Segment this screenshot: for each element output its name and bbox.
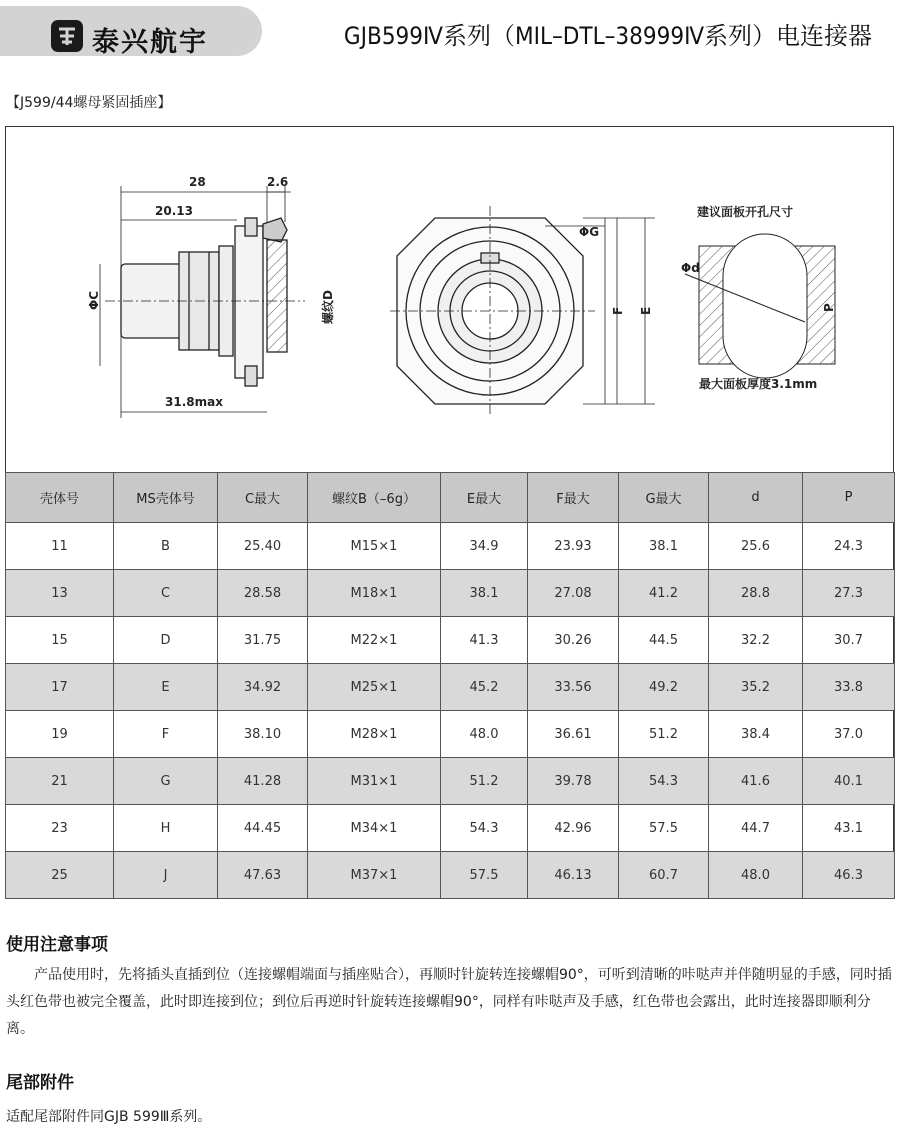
table-cell: 41.28 (218, 758, 308, 805)
table-cell: B (114, 523, 218, 570)
table-cell: G (114, 758, 218, 805)
table-cell: E (114, 664, 218, 711)
table-cell: M18×1 (308, 570, 441, 617)
accessory-text: 适配尾部附件同GJB 599Ⅲ系列。 (6, 1109, 212, 1125)
dim-20-13: 20.13 (155, 204, 193, 218)
table-cell: 48.0 (709, 852, 803, 899)
table-cell: 47.63 (218, 852, 308, 899)
label-d: Φd (681, 261, 700, 275)
table-cell: 34.9 (441, 523, 528, 570)
table-cell: 44.45 (218, 805, 308, 852)
table-cell: M31×1 (308, 758, 441, 805)
table-cell: 44.5 (619, 617, 709, 664)
table-cell: 30.7 (803, 617, 895, 664)
table-cell: 23 (6, 805, 114, 852)
table-cell: 31.75 (218, 617, 308, 664)
table-cell: 13 (6, 570, 114, 617)
table-cell: 33.8 (803, 664, 895, 711)
table-cell: D (114, 617, 218, 664)
table-cell: 27.08 (528, 570, 619, 617)
dim-2-6: 2.6 (267, 175, 289, 189)
table-cell: 60.7 (619, 852, 709, 899)
table-header-row (6, 473, 895, 523)
table-cell: 32.2 (709, 617, 803, 664)
label-p: P (822, 303, 836, 312)
table-cell: 40.1 (803, 758, 895, 805)
table-cell: C (114, 570, 218, 617)
panel-cutout (685, 234, 835, 378)
table-cell: 54.3 (619, 758, 709, 805)
table-cell: 28.58 (218, 570, 308, 617)
table-cell: 41.3 (441, 617, 528, 664)
table-cell: 46.3 (803, 852, 895, 899)
table-row (6, 523, 895, 570)
table-cell: M37×1 (308, 852, 441, 899)
table-cell: 51.2 (619, 711, 709, 758)
page-header (0, 0, 900, 62)
table-cell: 36.61 (528, 711, 619, 758)
table-cell: 23.93 (528, 523, 619, 570)
table-body (6, 523, 895, 899)
table-cell: M22×1 (308, 617, 441, 664)
table-cell: 43.1 (803, 805, 895, 852)
cutout-title: 建议面板开孔尺寸 (697, 205, 794, 219)
table-cell: 25.6 (709, 523, 803, 570)
table-cell: 51.2 (441, 758, 528, 805)
table-cell: M25×1 (308, 664, 441, 711)
front-view (390, 206, 595, 416)
company-logo-icon (50, 19, 84, 53)
col-header: G最大 (619, 473, 709, 523)
product-label: 【J599/44螺母紧固插座】 (6, 95, 172, 111)
table-cell: 41.2 (619, 570, 709, 617)
table-cell: 48.0 (441, 711, 528, 758)
table-cell: 21 (6, 758, 114, 805)
usage-text: 产品使用时，先将插头直插到位（连接螺帽端面与插座贴合），再顺时针旋转连接螺帽90°，可听到清晰的咔哒声并伴随明显的手感，同时插头红色带也被完全覆盖，此时即连接到位；到位后再逆时针旋转连接螺帽90°，同样有咔哒声及手感，红色带也会露出，此时连接器即顺利分离。 (6, 967, 892, 1037)
label-g: ΦG (579, 225, 600, 239)
table-cell: 39.78 (528, 758, 619, 805)
spec-table (5, 472, 895, 899)
label-f: F (611, 306, 625, 315)
table-cell: 38.1 (441, 570, 528, 617)
accessory-heading: 尾部附件 (6, 1073, 74, 1093)
table-row (6, 758, 895, 805)
usage-heading: 使用注意事项 (6, 935, 108, 955)
table-cell: 24.3 (803, 523, 895, 570)
table-row (6, 805, 895, 852)
table-cell: 28.8 (709, 570, 803, 617)
table-cell: 38.4 (709, 711, 803, 758)
drawing-svg (5, 126, 894, 472)
table-cell: 37.0 (803, 711, 895, 758)
table-cell: 34.92 (218, 664, 308, 711)
technical-drawing (5, 126, 894, 472)
logo-band (0, 6, 262, 56)
table-cell: 41.6 (709, 758, 803, 805)
side-view (105, 218, 305, 386)
table-cell: 15 (6, 617, 114, 664)
table-cell: F (114, 711, 218, 758)
table-cell: 25.40 (218, 523, 308, 570)
table-cell: 30.26 (528, 617, 619, 664)
col-header: E最大 (441, 473, 528, 523)
brand-name: 泰兴航宇 (92, 27, 208, 58)
col-header: d (709, 473, 803, 523)
table-cell: J (114, 852, 218, 899)
label-c: ΦC (87, 290, 101, 310)
table-cell: 57.5 (619, 805, 709, 852)
table-cell: 25 (6, 852, 114, 899)
dim-31-8: 31.8max (165, 395, 223, 409)
label-e: E (639, 306, 653, 315)
table-row (6, 852, 895, 899)
table-cell: 49.2 (619, 664, 709, 711)
col-header: F最大 (528, 473, 619, 523)
col-header: 螺纹B（–6g） (308, 473, 441, 523)
table-cell: 17 (6, 664, 114, 711)
table-cell: 46.13 (528, 852, 619, 899)
table-cell: 44.7 (709, 805, 803, 852)
table-cell: 38.10 (218, 711, 308, 758)
table-row (6, 711, 895, 758)
table-cell: 57.5 (441, 852, 528, 899)
table-cell: H (114, 805, 218, 852)
col-header: C最大 (218, 473, 308, 523)
table-row (6, 617, 895, 664)
label-thread: 螺纹D (321, 290, 335, 324)
table-cell: 45.2 (441, 664, 528, 711)
table-cell: 35.2 (709, 664, 803, 711)
table-cell: 38.1 (619, 523, 709, 570)
series-title: GJB599Ⅳ系列（MIL–DTL–38999Ⅳ系列）电连接器 (343, 22, 872, 50)
table-cell: 27.3 (803, 570, 895, 617)
table-row (6, 570, 895, 617)
table-row (6, 664, 895, 711)
table-cell: 33.56 (528, 664, 619, 711)
dim-28: 28 (189, 175, 206, 189)
table-cell: 54.3 (441, 805, 528, 852)
table-cell: 42.96 (528, 805, 619, 852)
table-cell: 19 (6, 711, 114, 758)
table-cell: 11 (6, 523, 114, 570)
table-cell: M15×1 (308, 523, 441, 570)
col-header: MS壳体号 (114, 473, 218, 523)
panel-note: 最大面板厚度3.1mm (699, 377, 818, 391)
col-header: 壳体号 (6, 473, 114, 523)
col-header: P (803, 473, 895, 523)
table-cell: M34×1 (308, 805, 441, 852)
table-cell: M28×1 (308, 711, 441, 758)
